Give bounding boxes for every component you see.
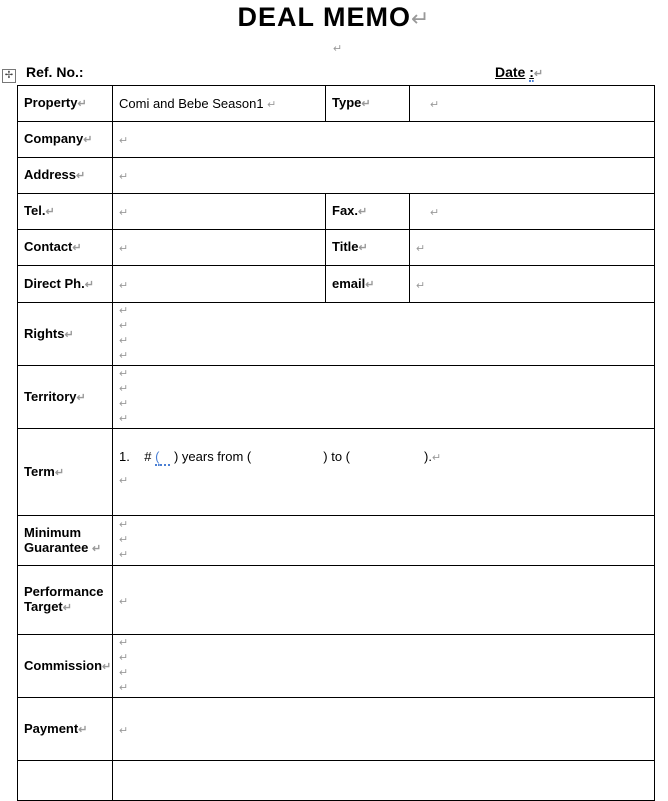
empty-label (18, 761, 113, 801)
term-clause: 1. # ( ) years from ( ) to ( ).↵ (119, 449, 442, 464)
deal-memo-table (17, 85, 655, 801)
fax-label: Fax.↵ (326, 194, 410, 230)
email-label: email↵ (326, 266, 410, 303)
paragraph-mark: ↵ (119, 475, 129, 487)
type-value[interactable]: ↵ (410, 86, 655, 122)
contact-value[interactable]: ↵ (113, 230, 326, 266)
ref-no-label: Ref. No.: (26, 64, 84, 80)
territory-label: Territory↵ (18, 366, 113, 429)
direct-ph-label: Direct Ph.↵ (18, 266, 113, 303)
table-row (18, 266, 655, 303)
term-label: Term↵ (18, 429, 113, 516)
date-label: Date :↵ (495, 64, 544, 80)
empty-value[interactable] (113, 761, 655, 801)
table-row (18, 516, 655, 566)
rights-value[interactable]: ↵ ↵ ↵ ↵ (113, 303, 655, 366)
table-row (18, 158, 655, 194)
table-row (18, 635, 655, 698)
company-value[interactable]: ↵ (113, 122, 655, 158)
payment-label: Payment↵ (18, 698, 113, 761)
email-value[interactable]: ↵ (410, 266, 655, 303)
paragraph-mark: ↵ (333, 43, 343, 55)
minimum-guarantee-value[interactable]: ↵ ↵ ↵ (113, 516, 655, 566)
tel-value[interactable]: ↵ (113, 194, 326, 230)
type-label: Type↵ (326, 86, 410, 122)
table-row (18, 194, 655, 230)
title-label: Title↵ (326, 230, 410, 266)
commission-value[interactable]: ↵ ↵ ↵ ↵ (113, 635, 655, 698)
performance-target-value[interactable]: ↵ (113, 566, 655, 635)
term-value[interactable] (113, 429, 655, 516)
table-row (18, 566, 655, 635)
table-move-handle-icon[interactable]: ✢ (2, 69, 16, 83)
performance-target-label: Performance Target↵ (18, 566, 113, 635)
rights-label: Rights↵ (18, 303, 113, 366)
table-row (18, 122, 655, 158)
commission-label: Commission↵ (18, 635, 113, 698)
title-value[interactable]: ↵ (410, 230, 655, 266)
document-title: DEAL MEMO↵ (237, 2, 431, 32)
table-row (18, 761, 655, 801)
table-row (18, 366, 655, 429)
address-value[interactable]: ↵ (113, 158, 655, 194)
property-value[interactable]: Comi and Bebe Season1 ↵ (113, 86, 326, 122)
property-label: Property↵ (18, 86, 113, 122)
address-label: Address↵ (18, 158, 113, 194)
table-row (18, 303, 655, 366)
table-row (18, 698, 655, 761)
tel-label: Tel.↵ (18, 194, 113, 230)
direct-ph-value[interactable]: ↵ (113, 266, 326, 303)
table-row (18, 429, 655, 516)
fax-value[interactable]: ↵ (410, 194, 655, 230)
table-row (18, 230, 655, 266)
company-label: Company↵ (18, 122, 113, 158)
territory-value[interactable]: ↵ ↵ ↵ ↵ (113, 366, 655, 429)
contact-label: Contact↵ (18, 230, 113, 266)
table-row (18, 86, 655, 122)
minimum-guarantee-label: Minimum Guarantee ↵ (18, 516, 113, 566)
payment-value[interactable]: ↵ (113, 698, 655, 761)
